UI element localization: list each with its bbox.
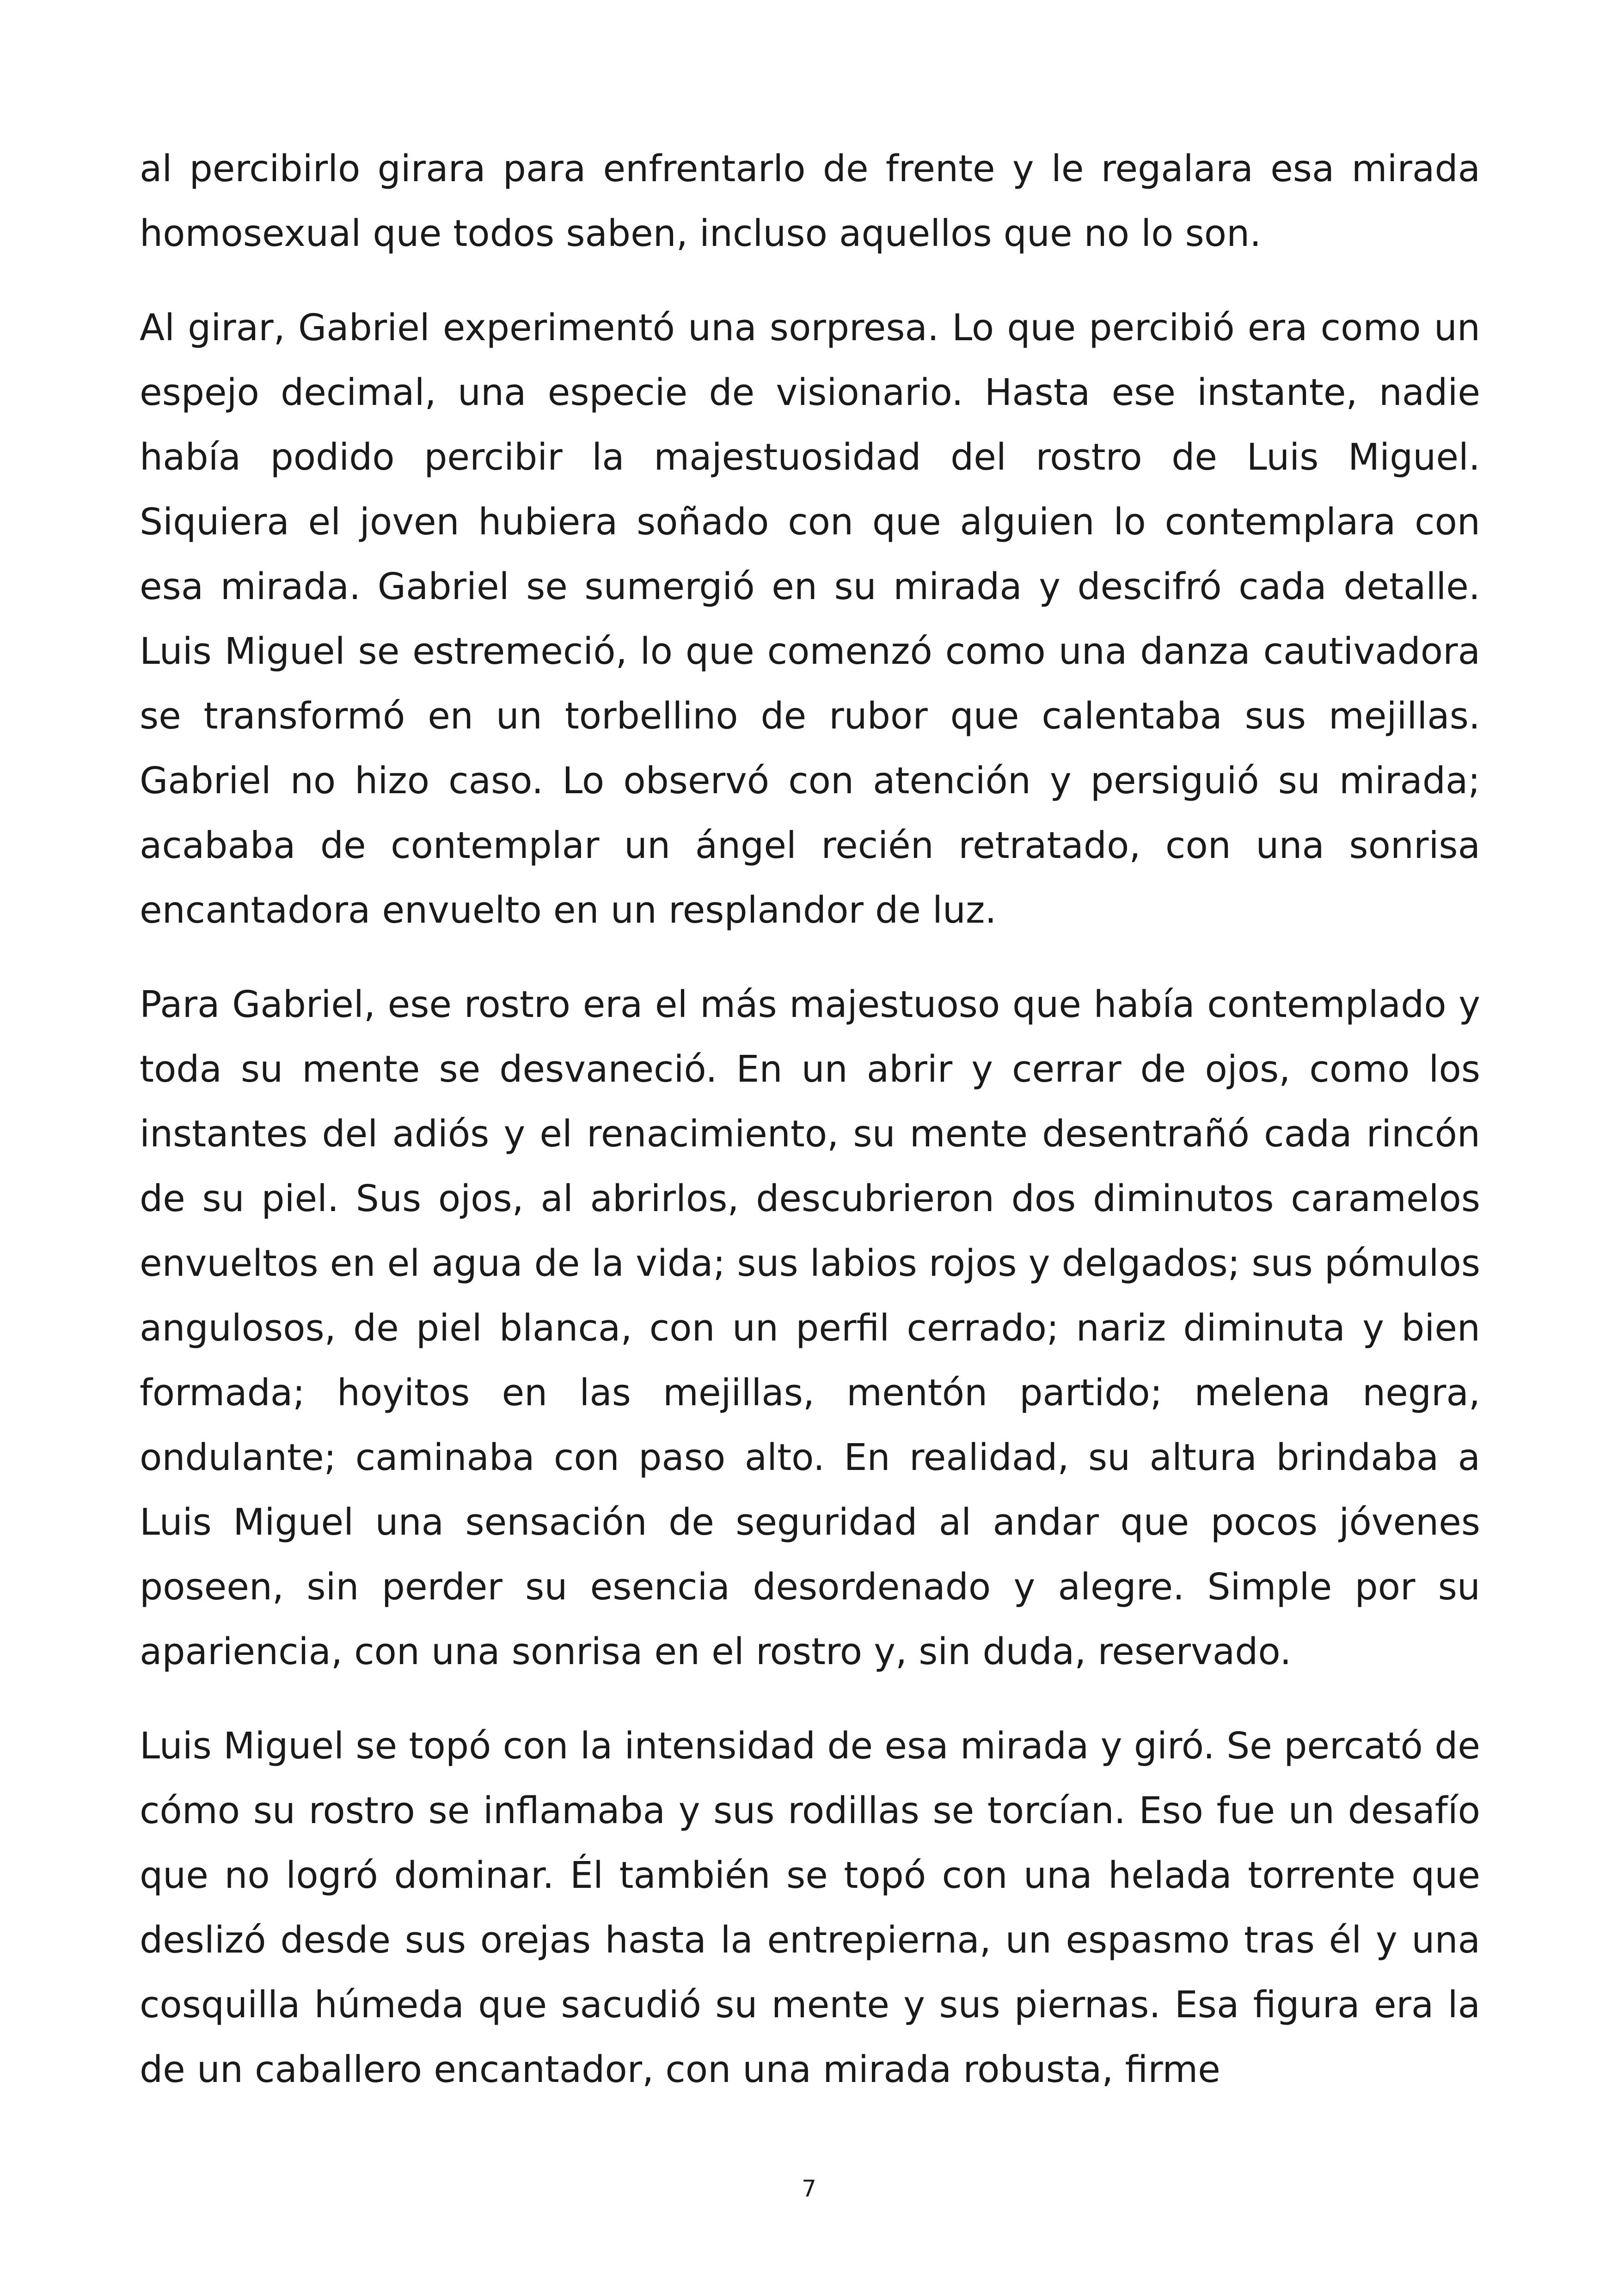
paragraph-2: Al girar, Gabriel experimentó una sorpresa. Lo que percibió era como un espejo decimal, una especie de visionario. Hasta ese instante, nadie había podido percibir la majestuosidad del rostro de Luis Miguel. Siquiera el joven hubiera soñado con que alguien lo contemplara con esa mirada. Gabriel se sumergió en su mirada y descifró cada detalle. Luis Miguel se estremeció, lo que comenzó como una danza cautivadora se transformó en un torbellino de rubor que calentaba sus mejillas. Gabriel no hizo caso. Lo observó con atención y persiguió su mirada; acababa de contemplar un ángel recién retratado, con una sonrisa encantadora envuelto en un resplandor de luz. bbox=[140, 306, 1480, 931]
paragraph-4: Luis Miguel se topó con la intensidad de esa mirada y giró. Se percató de cómo su rostro se inflamaba y sus rodillas se torcían. Eso fue un desafío que no logró dominar. Él también se topó con una helada torrente que deslizó desde sus orejas hasta la entrepierna, un espasmo tras él y una cosquilla húmeda que sacudió su mente y sus piernas. Esa figura era la de un caballero encantador, con una mirada robusta, firme bbox=[140, 1725, 1480, 2091]
body-text bbox=[140, 136, 1480, 2102]
paragraph-3: Para Gabriel, ese rostro era el más majestuoso que había contemplado y toda su mente se desvaneció. En un abrir y cerrar de ojos, como los instantes del adiós y el renacimiento, su mente desentrañó cada rincón de su piel. Sus ojos, al abrirlos, descubrieron dos diminutos caramelos envueltos en el agua de la vida; sus labios rojos y delgados; sus pómulos angulosos, de piel blanca, con un perfil cerrado; nariz diminuta y bien formada; hoyitos en las mejillas, mentón partido; melena negra, ondulante; caminaba con paso alto. En realidad, su altura brindaba a Luis Miguel una sensación de seguridad al andar que pocos jóvenes poseen, sin perder su esencia desordenado y alegre. Simple por su apariencia, con una sonrisa en el rostro y, sin duda, reservado. bbox=[140, 983, 1480, 1673]
paragraph-1: al percibirlo girara para enfrentarlo de frente y le regalara esa mirada homosexual que todos saben, incluso aquellos que no lo son. bbox=[140, 147, 1480, 255]
page-number: 7 bbox=[802, 2175, 816, 2202]
